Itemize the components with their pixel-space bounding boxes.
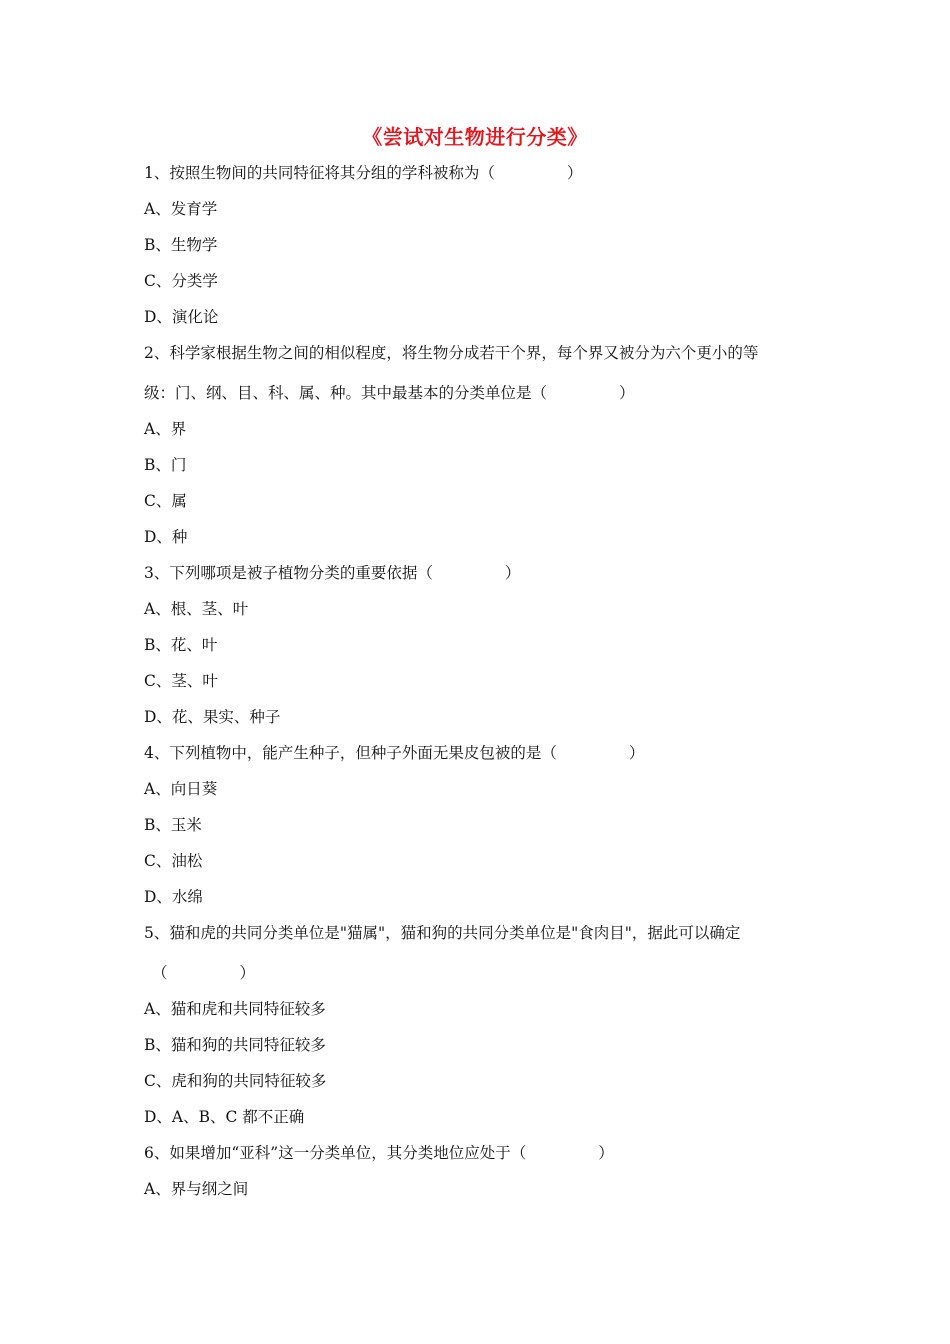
option: C、茎、叶 — [144, 672, 218, 690]
option: B、玉米 — [144, 816, 202, 834]
question-1 — [144, 162, 808, 198]
option: C、虎和狗的共同特征较多 — [144, 1072, 327, 1090]
option: B、猫和狗的共同特征较多 — [144, 1036, 326, 1054]
option: A、发育学 — [144, 200, 218, 218]
document-title: 《尝试对生物进行分类》 — [362, 125, 588, 149]
option: A、根、茎、叶 — [144, 600, 249, 618]
option: A、向日葵 — [144, 780, 218, 798]
option: A、界 — [144, 420, 187, 438]
question-close-paren: ） — [619, 384, 635, 402]
question-text: 3、下列哪项是被子植物分类的重要依据（ — [144, 564, 433, 582]
question-close-paren: ） — [598, 1144, 614, 1162]
option: C、油松 — [144, 852, 203, 870]
question-2: 2、科学家根据生物之间的相似程度，将生物分成若干个界，每个界又被分为六个更小的等 — [144, 344, 759, 362]
question-text-continued: 级：门、纲、目、科、属、种。其中最基本的分类单位是（ — [144, 384, 548, 402]
option: B、花、叶 — [144, 636, 218, 654]
option: D、A、B、C 都不正确 — [144, 1108, 305, 1126]
option: A、界与纲之间 — [144, 1180, 249, 1198]
question-close-paren: ） — [239, 964, 256, 982]
question-close-paren: ） — [628, 744, 645, 762]
option: B、门 — [144, 456, 187, 474]
option: D、种 — [144, 528, 188, 546]
question-close-paren: ） — [504, 564, 521, 582]
question-text: 4、下列植物中，能产生种子，但种子外面无果皮包被的是（ — [144, 744, 557, 762]
question-5-continued — [144, 962, 808, 998]
question-5: 5、猫和虎的共同分类单位是"猫属"，猫和狗的共同分类单位是"食肉目"，据此可以确定 — [144, 924, 741, 942]
question-list — [144, 162, 808, 1214]
question-3 — [144, 562, 808, 598]
question-4 — [144, 742, 808, 778]
question-text: 1、按照生物间的共同特征将其分组的学科被称为（ — [144, 164, 495, 182]
option: C、属 — [144, 492, 187, 510]
option: C、分类学 — [144, 272, 218, 290]
question-2-continued — [144, 382, 808, 418]
question-6 — [144, 1142, 808, 1178]
option: B、生物学 — [144, 236, 218, 254]
option: D、水绵 — [144, 888, 203, 906]
option: A、猫和虎和共同特征较多 — [144, 1000, 326, 1018]
option: D、花、果实、种子 — [144, 708, 281, 726]
question-text: 6、如果增加“亚科”这一分类单位，其分类地位应处于（ — [144, 1144, 527, 1162]
option: D、演化论 — [144, 308, 219, 326]
question-close-paren: ） — [566, 164, 583, 182]
question-text-continued: （ — [152, 964, 168, 982]
